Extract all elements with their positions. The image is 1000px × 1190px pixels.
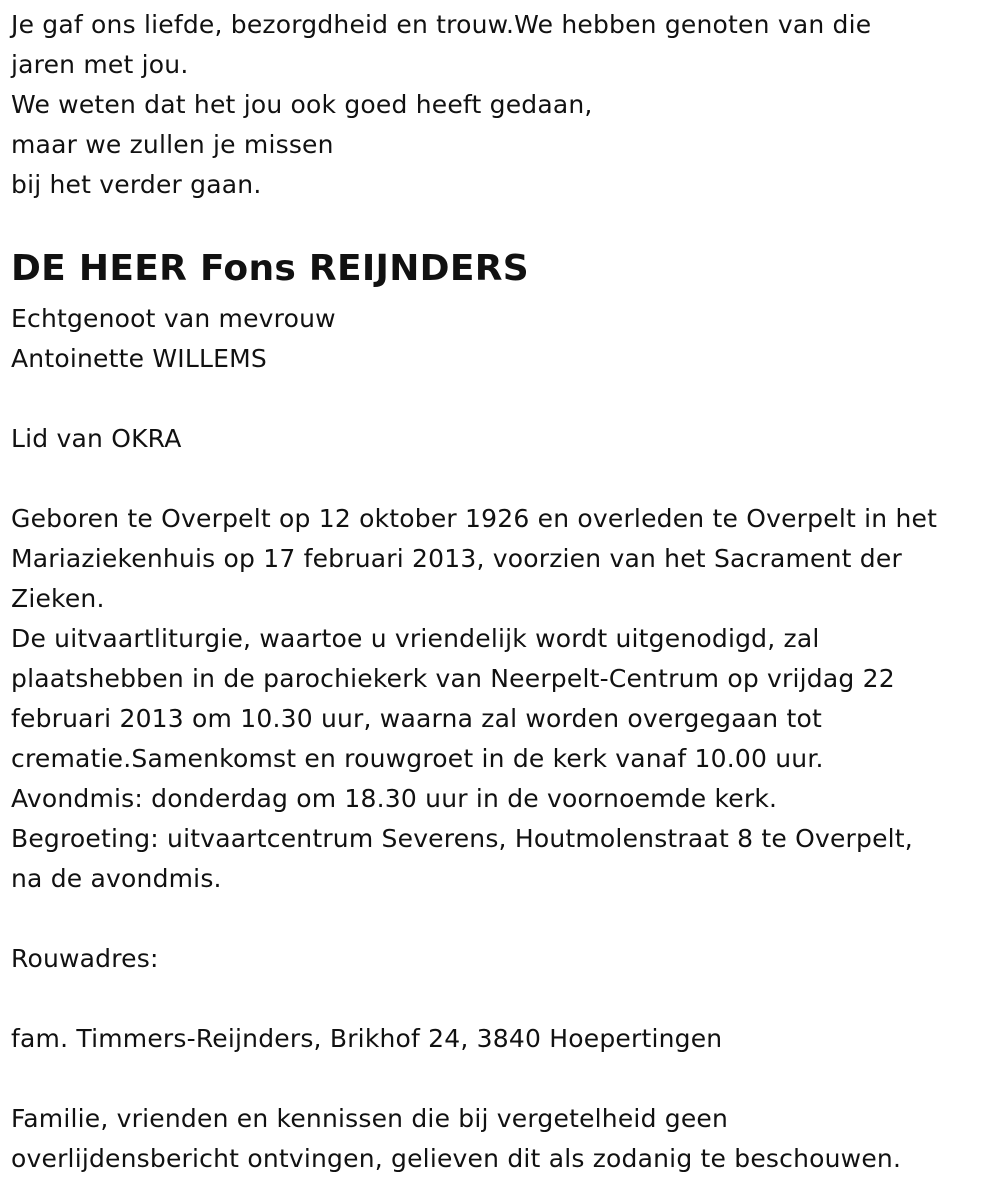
spouse-line: Echtgenoot van mevrouw (11, 304, 336, 333)
details-line: De uitvaartliturgie, waartoe u vriendelijk wordt uitgenodigd, zal (11, 624, 820, 653)
details-line: crematie.Samenkomst en rouwgroet in de kerk vanaf 10.00 uur. (11, 744, 824, 773)
spouse-info (11, 299, 991, 379)
closing-line: overlijdensbericht ontvingen, gelieven dit als zodanig te beschouwen. (11, 1144, 902, 1173)
poem-line: jaren met jou. (11, 50, 189, 79)
spacer (11, 459, 991, 499)
details-line: Zieken. (11, 584, 105, 613)
poem-line: Je gaf ons liefde, bezorgdheid en trouw.We hebben genoten van die (11, 10, 872, 39)
closing-line: Familie, vrienden en kennissen die bij vergetelheid geen (11, 1104, 729, 1133)
details-line: na de avondmis. (11, 864, 222, 893)
spacer (11, 1059, 991, 1099)
obituary-document (11, 5, 991, 1179)
closing-note (11, 1099, 991, 1179)
membership: Lid van OKRA (11, 424, 182, 453)
poem-line: bij het verder gaan. (11, 170, 262, 199)
details-line: plaatshebben in de parochiekerk van Neerpelt-Centrum op vrijdag 22 (11, 664, 895, 693)
spouse-line: Antoinette WILLEMS (11, 344, 267, 373)
poem-line: We weten dat het jou ook goed heeft gedaan, (11, 90, 593, 119)
details-line: Begroeting: uitvaartcentrum Severens, Houtmolenstraat 8 te Overpelt, (11, 824, 913, 853)
poem (11, 5, 991, 205)
details-line: Geboren te Overpelt op 12 oktober 1926 en overleden te Overpelt in het (11, 504, 938, 533)
details (11, 499, 991, 899)
details-line: Mariaziekenhuis op 17 februari 2013, voorzien van het Sacrament der (11, 544, 902, 573)
spacer (11, 979, 991, 1019)
mourning-address: fam. Timmers-Reijnders, Brikhof 24, 3840 Hoepertingen (11, 1024, 723, 1053)
spacer (11, 379, 991, 419)
details-line: Avondmis: donderdag om 18.30 uur in de voornoemde kerk. (11, 784, 778, 813)
details-line: februari 2013 om 10.30 uur, waarna zal worden overgegaan tot (11, 704, 822, 733)
address-label: Rouwadres: (11, 944, 159, 973)
deceased-name: DE HEER Fons REIJNDERS (11, 248, 529, 289)
spacer (11, 899, 991, 939)
poem-line: maar we zullen je missen (11, 130, 334, 159)
